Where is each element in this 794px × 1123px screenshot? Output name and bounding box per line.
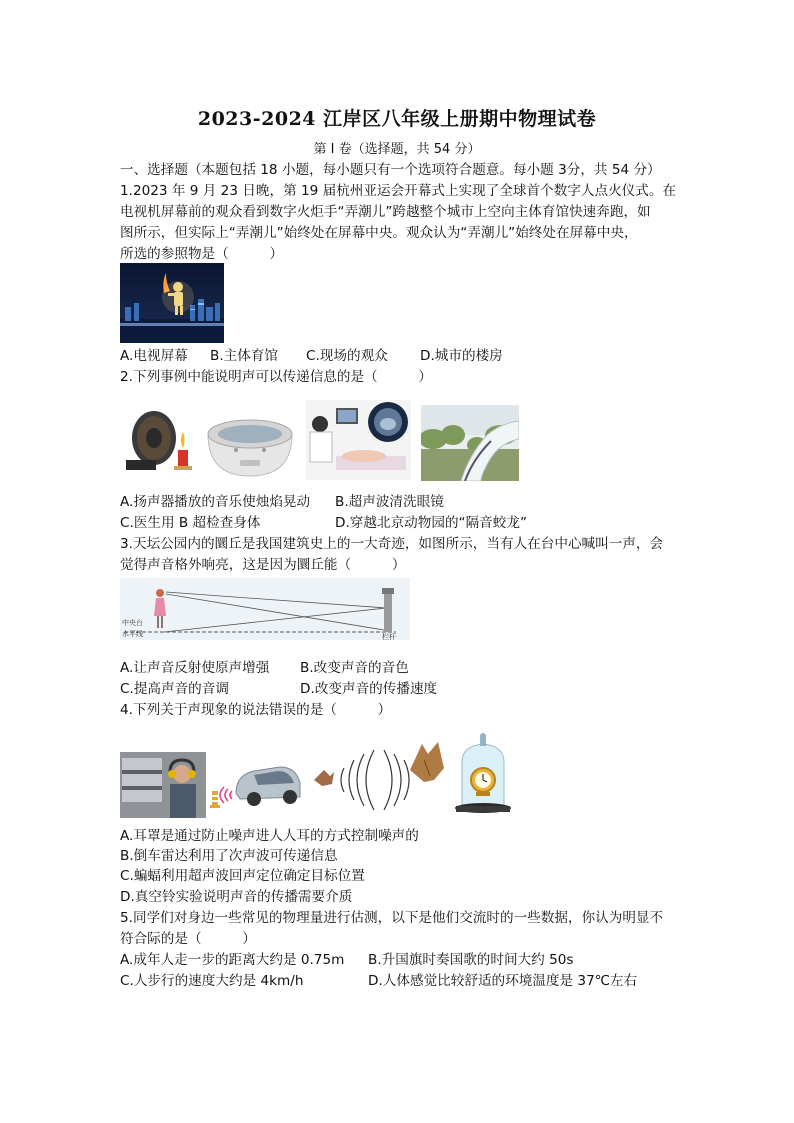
q3-figure-label-center: 中央台 bbox=[122, 619, 143, 627]
question-text-line: 4.下列关于声现象的说法错误的是（ ） bbox=[120, 702, 392, 718]
q4-option-b: B.倒车雷达利用了次声波可传递信息 bbox=[120, 848, 338, 864]
q4-earmuff-factory-image bbox=[120, 752, 206, 818]
question-text-line: 符合际的是（ ） bbox=[120, 931, 256, 947]
question-text-line: 3.天坛公园内的圜丘是我国建筑史上的一大奇迹，如图所示，当有人在台中心喊叫一声，会 bbox=[120, 536, 664, 552]
q2-speaker-candle-image bbox=[124, 404, 196, 474]
q2-option-b: B.超声波清洗眼镜 bbox=[335, 494, 444, 510]
q1-option-d: D.城市的楼房 bbox=[420, 348, 503, 364]
q2-sound-barrier-image bbox=[421, 405, 519, 481]
q4-option-a: A.耳罩是通过防止噪声进人人耳的方式控制噪声的 bbox=[120, 828, 419, 844]
q5-option-b: B.升国旗时奏国歌的时间大约 50s bbox=[368, 952, 574, 968]
q5-option-d: D.人体感觉比较舒适的环境温度是 37℃左右 bbox=[368, 973, 638, 989]
question-text-line: 5.同学们对身边一些常见的物理量进行估测，以下是他们交流时的一些数据，你认为明显不 bbox=[120, 910, 664, 926]
q3-echo-diagram bbox=[120, 578, 410, 640]
q4-option-d: D.真空铃实验说明声音的传播需要介质 bbox=[120, 889, 353, 905]
q2-option-d: D.穿越北京动物园的“隔音蛟龙” bbox=[335, 515, 527, 531]
q1-torch-city-photo bbox=[120, 263, 224, 343]
q4-vacuum-bell-jar-image bbox=[450, 732, 516, 820]
q3-figure-label-railing: 栏杆 bbox=[382, 633, 396, 640]
q3-option-c: C.提高声音的音调 bbox=[120, 681, 229, 697]
question-text-line: 觉得声音格外响亮，这是因为圜丘能（ ） bbox=[120, 557, 406, 573]
q2-ultrasonic-cleaner-image bbox=[202, 408, 298, 482]
question-text-line: 电视机屏幕前的观众看到数字火炬手“弄潮儿”跨越整个城市上空向主体育馆快速奔跑，如 bbox=[120, 204, 651, 220]
exam-subtitle: 第 I 卷（选择题，共 54 分） bbox=[313, 142, 481, 157]
q2-ultrasound-exam-image bbox=[306, 400, 411, 480]
q3-figure-label-horizontal: 水平线 bbox=[122, 630, 143, 638]
question-text-line: 1.2023 年 9 月 23 日晚，第 19 届杭州亚运会开幕式上实现了全球首个数字人点火仪式。在 bbox=[120, 183, 677, 199]
question-text-line: 所选的参照物是（ ） bbox=[120, 246, 284, 262]
q4-reversing-radar-car-image bbox=[206, 753, 302, 817]
q1-option-c: C.现场的观众 bbox=[306, 348, 388, 364]
q5-option-c: C.人步行的速度大约是 4km/h bbox=[120, 973, 304, 989]
q5-option-a: A.成年人走一步的距离大约是 0.75m bbox=[120, 952, 345, 968]
question-text-line: 图所示，但实际上“弄潮儿”始终处在屏幕中央。观众认为“弄潮儿”始终处在屏幕中央， bbox=[120, 225, 638, 241]
q4-option-c: C.蝙蝠利用超声波回声定位确定目标位置 bbox=[120, 868, 365, 884]
q4-bat-echolocation-image bbox=[310, 740, 450, 820]
q1-option-a: A.电视屏幕 bbox=[120, 348, 188, 364]
q3-option-b: B.改变声音的音色 bbox=[300, 660, 409, 676]
exam-title: 2023-2024 江岸区八年级上册期中物理试卷 bbox=[197, 108, 597, 130]
q2-option-a: A.扬声器播放的音乐使烛焰晃动 bbox=[120, 494, 311, 510]
q1-option-b: B.主体育馆 bbox=[210, 348, 279, 364]
q2-option-c: C.医生用 B 超检查身体 bbox=[120, 515, 261, 531]
question-text-line: 2.下列事例中能说明声可以传递信息的是（ ） bbox=[120, 369, 433, 385]
section-heading: 一、选择题（本题包括 18 小题，每小题只有一个选项符合题意。每小题 3分，共 54 分） bbox=[120, 162, 661, 178]
q3-option-d: D.改变声音的传播速度 bbox=[300, 681, 438, 697]
q3-option-a: A.让声音反射使原声增强 bbox=[120, 660, 270, 676]
